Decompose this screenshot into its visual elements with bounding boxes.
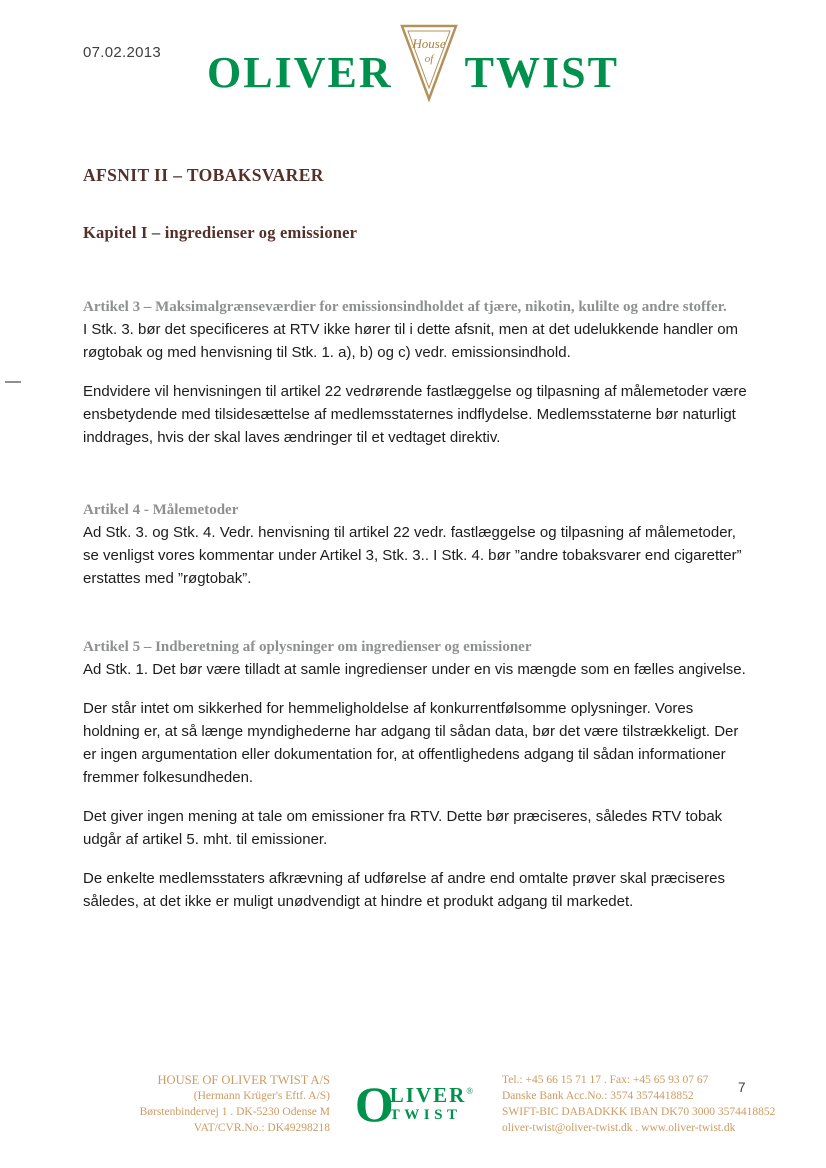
footer-company-line: Børstenbindervej 1 . DK-5230 Odense M — [139, 1106, 330, 1118]
footer-logo — [330, 1072, 500, 1132]
banner-text-house: House — [412, 36, 446, 51]
chapter-heading: Kapitel I – ingredienser og emissioner — [83, 223, 358, 242]
footer-company-line: (Hermann Krüger's Eftf. A/S) — [193, 1090, 330, 1102]
footer-contact-line: Tel.: +45 66 15 71 17 . Fax: +45 65 93 07 67 — [502, 1074, 709, 1086]
footer-logo-twist: TWIST — [389, 1107, 462, 1123]
footer-contact-line: SWIFT-BIC DABADKKK IBAN DK70 3000 3574418852 — [502, 1106, 776, 1118]
logo-word-twist: TWIST — [464, 48, 619, 97]
article-3-title: Artikel 3 – Maksimalgrænseværdier for emissionsindholdet af tjære, nikotin, kulilte og andre stoffer. — [83, 299, 727, 315]
footer-company-name: HOUSE OF OLIVER TWIST A/S — [157, 1073, 330, 1087]
article-4-paragraph: Ad Stk. 3. og Stk. 4. Vedr. henvisning til artikel 22 vedr. fastlæggelse og tilpasning af målemetoder, se venligst vores kommentar under Artikel 3, Stk. 3.. I Stk. 4. bør ”andre tobaksvarer end cigaretter” erstattes med ”røgtobak”. — [83, 524, 742, 587]
page-footer — [0, 1072, 826, 1136]
footer-contact-line: Danske Bank Acc.No.: 3574 3574418852 — [502, 1090, 694, 1102]
article-5-paragraph: De enkelte medlemsstaters afkrævning af udførelse af andre end omtalte prøver skal præciseres således, at det ikke er muligt unødvendigt at hindre et produkt adgang til markedet. — [83, 870, 725, 910]
article-5-title: Artikel 5 – Indberetning af oplysninger om ingredienser og emissioner — [83, 639, 532, 655]
article-5-paragraph: Ad Stk. 1. Det bør være tilladt at samle ingredienser under en vis mængde som en fælles angivelse. — [83, 661, 746, 678]
house-of-triangle-icon — [400, 24, 458, 102]
article-3-paragraph: Endvidere vil henvisningen til artikel 22 vedrørende fastlæggelse og tilpasning af målemetoder være ensbetydende med tilsidesættelse af medlemsstaternes indflydelse. Medlemsstaterne bør naturligt inddrages, hvis der skal laves ændringer til et vedtaget direktiv. — [83, 383, 747, 446]
document-body — [83, 165, 747, 913]
footer-logo-liver-text: LIVER — [389, 1083, 467, 1107]
article-5-paragraph: Det giver ingen mening at tale om emissioner fra RTV. Dette bør præciseres, således RTV tobak udgår af artikel 5. mht. til emissioner. — [83, 808, 723, 848]
page-number: 7 — [738, 1080, 746, 1095]
document-date: 07.02.2013 — [83, 44, 162, 61]
article-5-paragraph: Der står intet om sikkerhed for hemmeligholdelse af konkurrentfølsomme oplysninger. Vores holdning er, at så længe myndighederne har adgang til sådan data, bør det være tilstrækkeligt. Der er ingen argumentation eller dokumentation for, at offentlighedens adgang til sådan informationer fremmer folkesundheden. — [83, 700, 739, 786]
section-heading: AFSNIT II – TOBAKSVARER — [83, 165, 324, 185]
margin-mark — [5, 381, 21, 383]
footer-contact-line: oliver-twist@oliver-twist.dk . www.oliver-twist.dk — [502, 1122, 736, 1134]
footer-contact-block — [500, 1072, 775, 1136]
banner-text-of: of — [424, 53, 433, 65]
footer-company-block — [0, 1072, 330, 1136]
registered-mark: ® — [466, 1086, 476, 1096]
footer-company-line: VAT/CVR.No.: DK49298218 — [193, 1122, 330, 1134]
logo-word-oliver: OLIVER — [207, 48, 393, 97]
footer-logo-initial: O — [354, 1076, 394, 1132]
article-3-paragraph: I Stk. 3. bør det specificeres at RTV ikke hører til i dette afsnit, men at det udelukkende handler om røgtobak og med henvisning til Stk. 1. a), b) og c) vedr. emissionsindhold. — [83, 321, 739, 361]
footer-logo-liver — [390, 1085, 475, 1106]
oliver-twist-logo — [354, 1076, 476, 1132]
article-4-title: Artikel 4 - Målemetoder — [83, 502, 239, 518]
header-logo — [0, 24, 826, 102]
